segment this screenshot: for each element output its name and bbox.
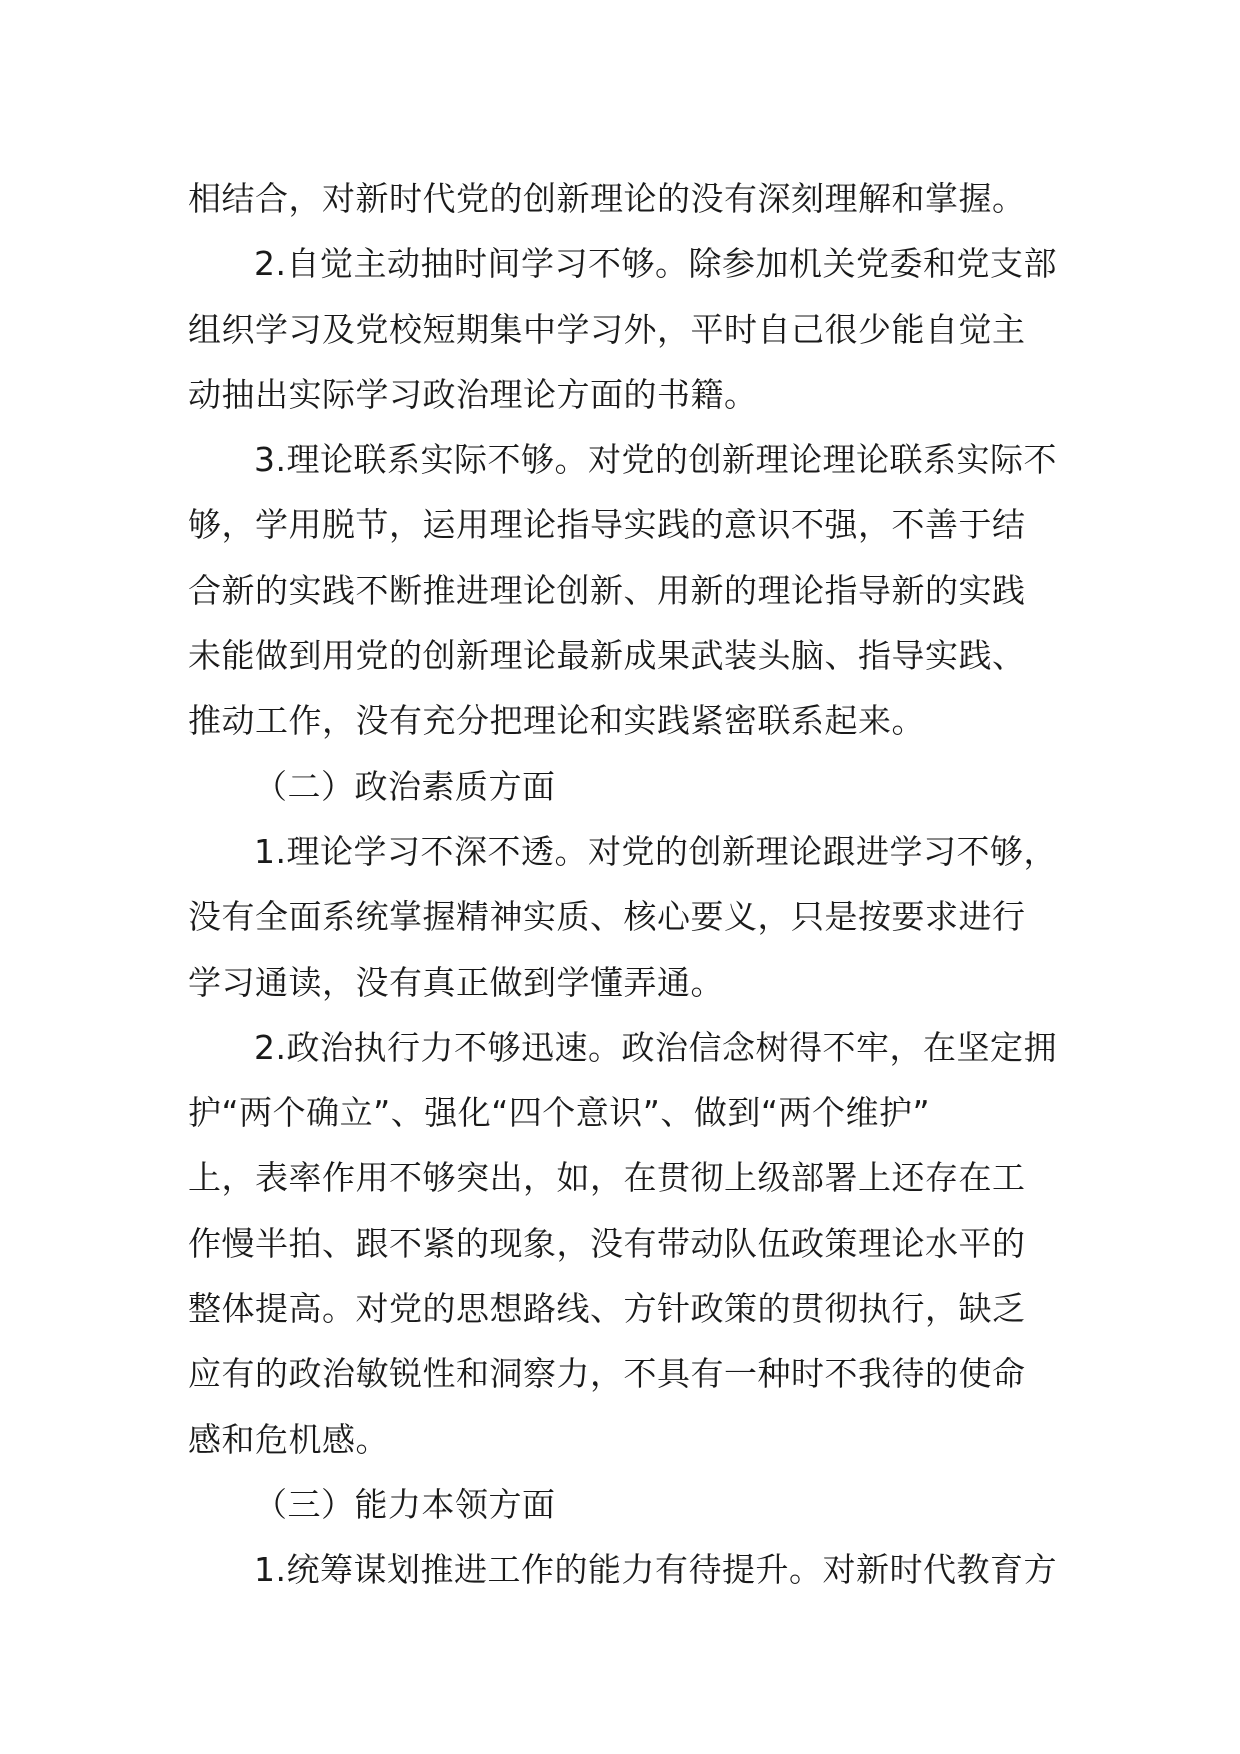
text-line: 合新的实践不断推进理论创新、用新的理论指导新的实践 bbox=[188, 570, 1026, 610]
text-line: 1.理论学习不深不透。对党的创新理论跟进学习不够， bbox=[254, 831, 1057, 871]
text-line: 推动工作，没有充分把理论和实践紧密联系起来。 bbox=[188, 701, 925, 741]
section-heading-political-quality: （二）政治素质方面 bbox=[254, 766, 556, 806]
section-heading-ability: （三）能力本领方面 bbox=[254, 1484, 556, 1524]
text-line: 作慢半拍、跟不紧的现象，没有带动队伍政策理论水平的 bbox=[188, 1223, 1026, 1263]
document-body bbox=[188, 166, 1057, 1603]
text-line: 1.统筹谋划推进工作的能力有待提升。对新时代教育方 bbox=[254, 1550, 1057, 1590]
text-line: 动抽出实际学习政治理论方面的书籍。 bbox=[188, 374, 758, 414]
text-line: 相结合，对新时代党的创新理论的没有深刻理解和掌握。 bbox=[188, 179, 1026, 218]
text-line: 学习通读，没有真正做到学懂弄通。 bbox=[188, 962, 724, 1002]
text-line: 感和危机感。 bbox=[188, 1419, 389, 1459]
text-line: 2.自觉主动抽时间学习不够。除参加机关党委和党支部 bbox=[254, 244, 1057, 284]
text-line: 2.政治执行力不够迅速。政治信念树得不牢，在坚定拥 bbox=[254, 1027, 1057, 1067]
text-line: 护“两个确立”、强化“四个意识”、做到“两个维护” bbox=[188, 1093, 931, 1133]
text-line: 3.理论联系实际不够。对党的创新理论理论联系实际不 bbox=[254, 440, 1057, 480]
text-line: 组织学习及党校短期集中学习外，平时自己很少能自觉主 bbox=[188, 309, 1026, 349]
text-line: 整体提高。对党的思想路线、方针政策的贯彻执行，缺乏 bbox=[188, 1289, 1026, 1329]
text-line: 上，表率作用不够突出，如，在贯彻上级部署上还存在工 bbox=[188, 1158, 1026, 1198]
text-line: 未能做到用党的创新理论最新成果武装头脑、指导实践、 bbox=[188, 636, 1026, 676]
text-line: 应有的政治敏锐性和洞察力，不具有一种时不我待的使命 bbox=[188, 1354, 1026, 1394]
text-line: 没有全面系统掌握精神实质、核心要义，只是按要求进行 bbox=[188, 897, 1026, 937]
text-line: 够，学用脱节，运用理论指导实践的意识不强，不善于结 bbox=[188, 505, 1026, 545]
